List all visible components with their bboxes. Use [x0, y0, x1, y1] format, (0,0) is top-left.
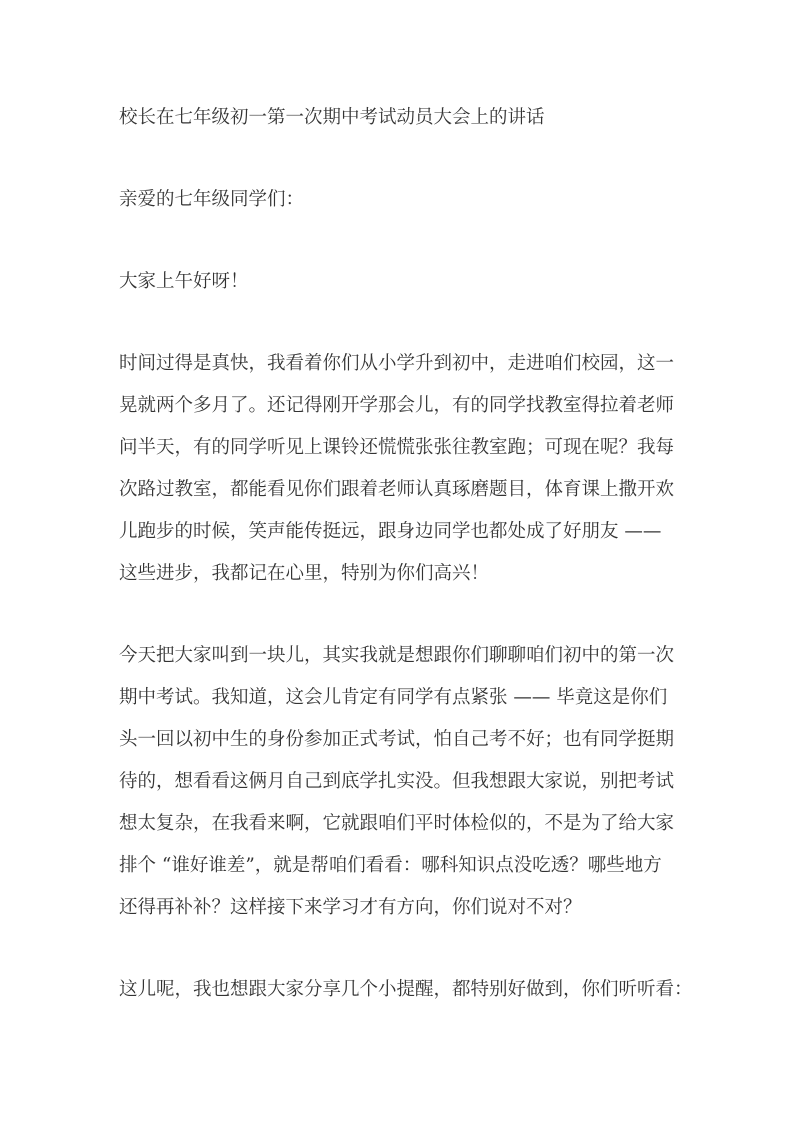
document-body — [119, 97, 693, 1011]
salutation — [119, 179, 676, 221]
doc-title — [119, 97, 676, 139]
paragraph-3 — [119, 969, 693, 1011]
text-line: 这些进步，我都记在心里，特别为你们高兴！ — [119, 563, 490, 584]
text-line: 校长在七年级初一第一次期中考试动员大会上的讲话 — [119, 107, 545, 128]
text-line: 头一回以初中生的身份参加正式考试，怕自己考不好；也有同学挺期 — [119, 729, 675, 750]
paragraph-2 — [119, 635, 676, 929]
text-line: 时间过得是真快，我看着你们从小学升到初中，走进咱们校园，这一 — [119, 353, 675, 374]
paragraph-1 — [119, 343, 676, 595]
text-line: 问半天，有的同学听见上课铃还慌慌张张往教室跑；可现在呢？我每 — [119, 437, 675, 458]
text-line: 次路过教室，都能看见你们跟着老师认真琢磨题目，体育课上撒开欢 — [119, 479, 675, 500]
text-line: 还得再补补？这样接下来学习才有方向，你们说对不对？ — [119, 897, 582, 918]
text-line: 儿跑步的时候，笑声能传挺远，跟身边同学也都处成了好朋友 —— — [119, 521, 662, 542]
text-line: 这儿呢，我也想跟大家分享几个小提醒，都特别好做到，你们听听看： — [119, 979, 693, 1000]
text-line: 晃就两个多月了。还记得刚开学那会儿，有的同学找教室得拉着老师 — [119, 395, 675, 416]
text-line: 待的，想看看这俩月自己到底学扎实没。但我想跟大家说，别把考试 — [119, 771, 675, 792]
text-line: 期中考试。我知道，这会儿肯定有同学有点紧张 —— 毕竟这是你们 — [119, 687, 668, 708]
text-line: 排个 “谁好谁差”，就是帮咱们看看：哪科知识点没吃透？哪些地方 — [119, 855, 662, 876]
text-line: 大家上午好呀！ — [119, 271, 249, 292]
text-line: 亲爱的七年级同学们： — [119, 189, 305, 210]
text-line: 想太复杂，在我看来啊，它就跟咱们平时体检似的，不是为了给大家 — [119, 813, 675, 834]
greeting — [119, 261, 676, 303]
text-line: 今天把大家叫到一块儿，其实我就是想跟你们聊聊咱们初中的第一次 — [119, 645, 675, 666]
